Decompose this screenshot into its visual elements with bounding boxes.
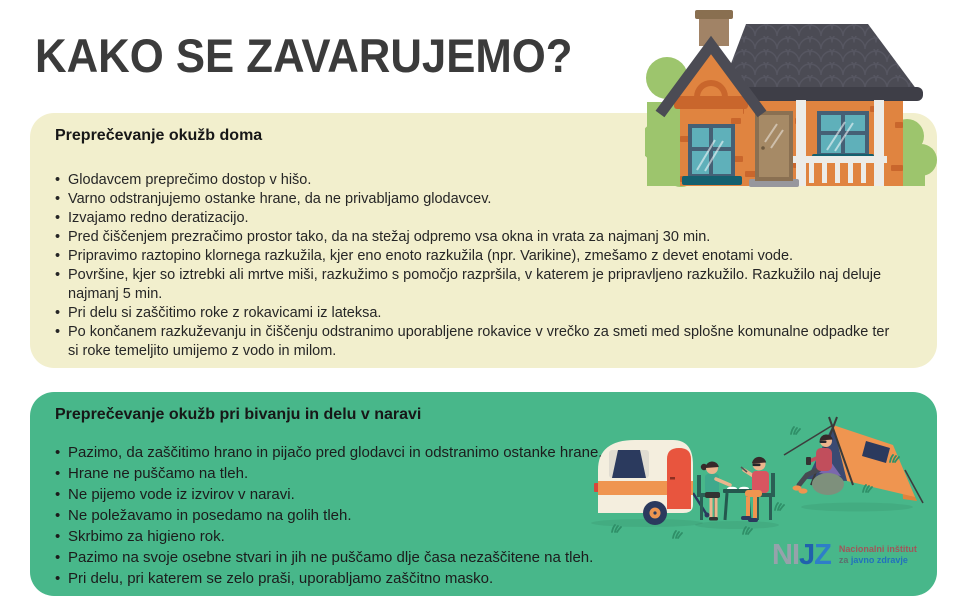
bullet-item: • Pri delu si zaščitimo roke z rokavicami iz lateksa.	[55, 304, 903, 323]
nijz-logotype	[772, 540, 831, 570]
tent-illustration	[784, 417, 923, 503]
logo-line2	[839, 555, 917, 566]
logo-line2-prefix: za	[838, 555, 849, 565]
bullet-item: • Pazimo, da zaščitimo hrano in pijačo pred glodavci in odstranimo ostanke hrane.	[55, 442, 695, 463]
logo-line1: Nacionalni inštitut	[838, 544, 917, 554]
house-window	[812, 111, 874, 163]
bullet-item: • Ne poležavamo in posedamo na golih tleh.	[55, 505, 695, 526]
rock	[812, 473, 844, 495]
logo-letter-j: J	[799, 539, 815, 571]
house-door	[749, 111, 799, 187]
house-illustration	[645, 10, 955, 188]
caravan-illustration	[594, 440, 710, 525]
bullet-item: • Ne pijemo vode iz izvirov v naravi.	[55, 484, 695, 505]
bullet-item: • Varno odstranjujemo ostanke hrane, da ne privabljamo glodavcev.	[55, 190, 903, 209]
logo-line2-main: javno zdravje	[850, 555, 908, 565]
bullet-item: • Površine, kjer so iztrebki ali mrtve miši, razkužimo s pomočjo razpršila, v katerem je pripravljeno razkužilo. Razkužilo naj deluje najmanj 5 min.	[55, 266, 903, 304]
campers-illustration	[697, 457, 775, 522]
section-home-heading: Preprečevanje okužb doma	[55, 127, 263, 144]
bullet-item: • Izvajamo redno deratizacijo.	[55, 209, 903, 228]
caravan-wheel	[643, 501, 667, 525]
bullet-item: • Pri delu, pri katerem se zelo praši, uporabljamo zaščitno masko.	[55, 568, 695, 589]
page-title: KAKO SE ZAVARUJEMO?	[35, 29, 573, 82]
section-nature-heading: Preprečevanje okužb pri bivanju in delu v naravi	[55, 406, 422, 423]
bullet-item: • Hrane ne puščamo na tleh.	[55, 463, 695, 484]
logo-letters-ni: NI	[772, 539, 799, 571]
home-bullet-list	[55, 171, 903, 361]
nijz-logo	[772, 540, 917, 570]
house-window	[682, 124, 742, 185]
caravan-window	[609, 450, 649, 478]
bullet-item: • Pred čiščenjem prezračimo prostor tako, da na stežaj odpremo vsa okna in vrata za najmanj 30 min.	[55, 228, 903, 247]
bullet-item: • Pripravimo raztopino klornega razkužila, kjer eno enoto razkužila (npr. Varikine), zmešamo z devet enotami vode.	[55, 247, 903, 266]
bullet-item: • Skrbimo za higieno rok.	[55, 526, 695, 547]
bullet-item: • Glodavcem preprečimo dostop v hišo.	[55, 171, 903, 190]
nijz-logo-text	[839, 540, 917, 566]
bullet-item: • Pazimo na svoje osebne stvari in jih ne puščamo dlje časa nezaščitene na tleh.	[55, 547, 695, 568]
camping-illustration	[585, 415, 935, 545]
logo-letter-z: Z	[814, 539, 831, 571]
house-roof	[721, 24, 917, 90]
bullet-item: • Po končanem razkuževanju in čiščenju odstranimo uporabljene rokavice v vrečko za smeti med splošne komunalne odpadke ter si roke temeljito umijemo z vodo in milom.	[55, 323, 903, 361]
